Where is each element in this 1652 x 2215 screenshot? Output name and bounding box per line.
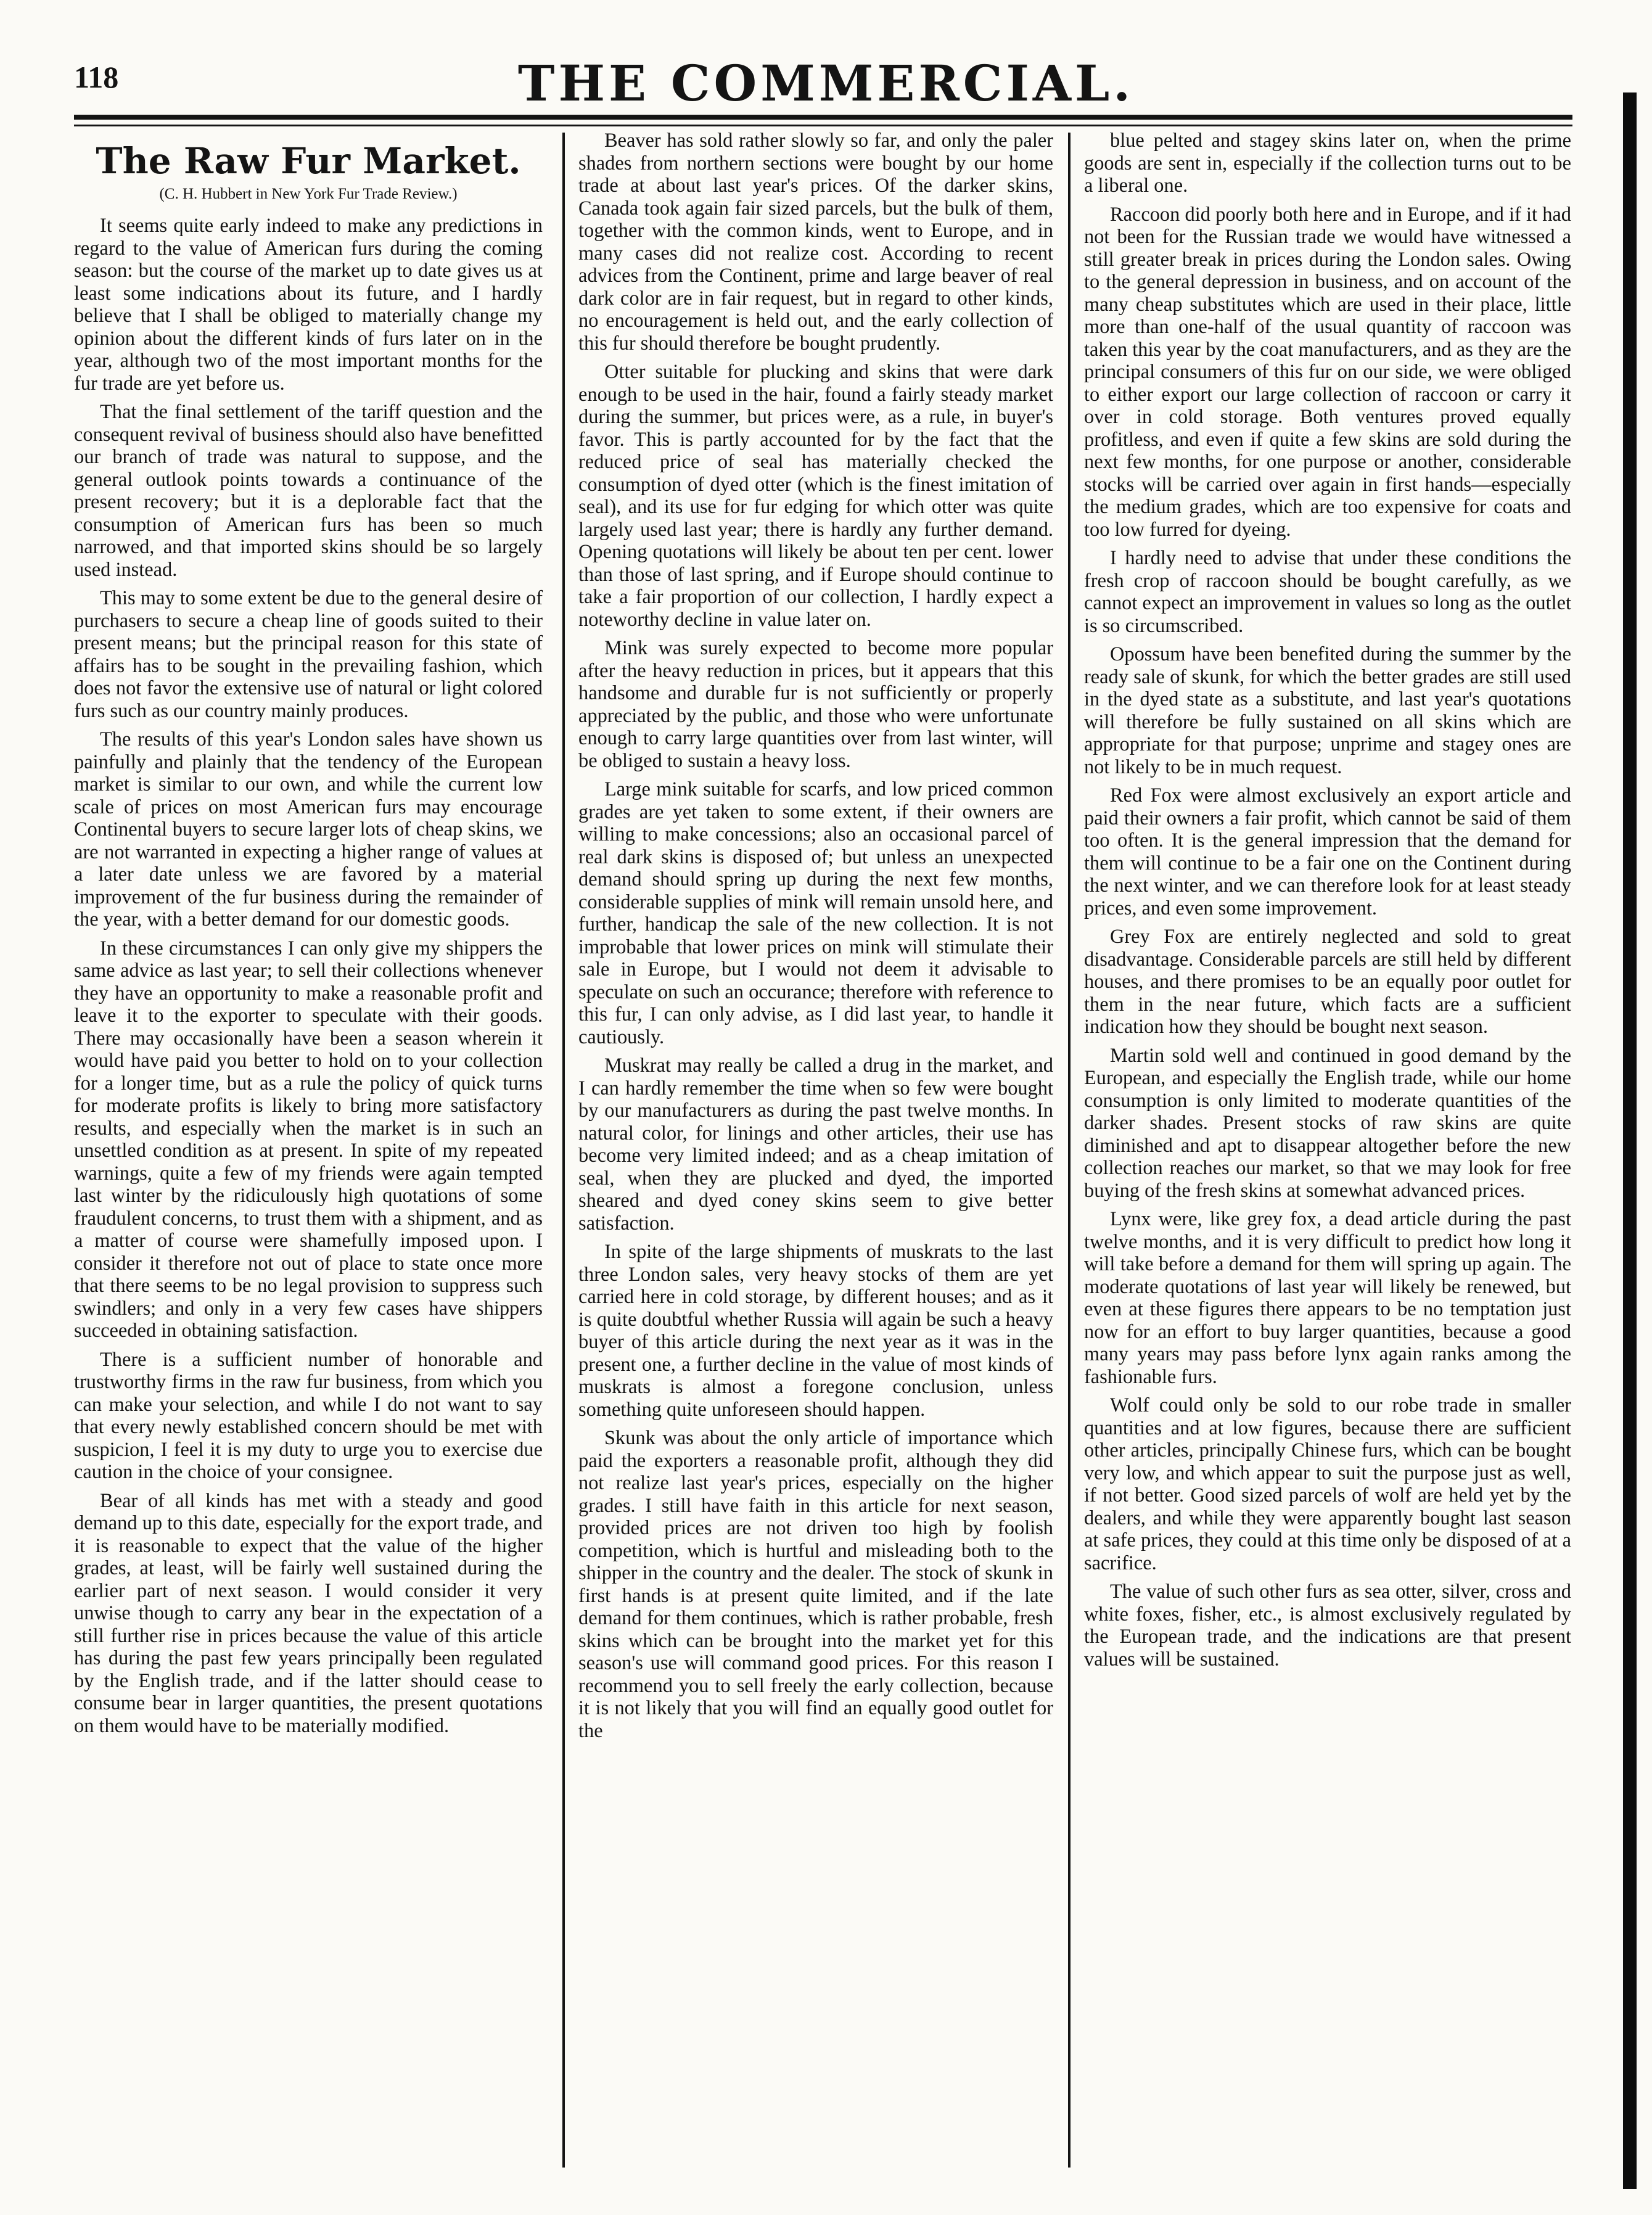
- article-paragraph: Bear of all kinds has met with a steady and good demand up to this date, especially for the export trade, and it is reasonable to expect that the value of the higher grades, at least, will be fairly well sustained during the earlier part of next season. I would consider it very unwise though to carry any bear in the expectation of a still further rise in prices because the value of this article has during the past few years principally been regulated by the English trade, and if the latter should cease to consume bear in larger quantities, the present quotations on them would have to be materially modified.: [74, 1489, 543, 1737]
- article-paragraph: Beaver has sold rather slowly so far, and only the paler shades from northern sections were bought by our home trade at about last year's prices. Of the darker skins, Canada took again fair sized parcels, but the bulk of them, together with the common kinds, went to Europe, and in many cases did not realize cost. According to recent advices from the Continent, prime and large beaver of real dark color are in fair request, but in regard to other kinds, no encouragement is held out, and the early collection of this fur should therefore be bought prudently.: [578, 129, 1053, 355]
- article-paragraph: Opossum have been benefited during the summer by the ready sale of skunk, for which the better grades are still used in the dyed state as a substitute, and last year's quotations will therefore be fully sustained on all skins which are appropriate for that purpose; unprime and stagey ones are not likely to be in much request.: [1084, 643, 1571, 778]
- article-paragraph: Skunk was about the only article of importance which paid the exporters a reasonable profit, although they did not realize last year's prices, especially on the higher grades. I still have faith in this article for next season, provided prices are not driven too high by foolish competition, which is hurtful and misleading both to the shipper in the country and the dealer. The stock of skunk in first hands is at present quite limited, and if the late demand for them continues, which is rather probable, fresh skins which can be brought into the market yet for this season's use will command good prices. For this reason I recommend you to sell freely the early collection, because it is not likely that you will find an equally good outlet for the: [578, 1427, 1053, 1742]
- article-paragraph: It seems quite early indeed to make any predictions in regard to the value of American furs during the coming season: but the course of the market up to date gives us at least some indications about its future, and I hardly believe that I shall be obliged to materially change my opinion about the different kinds of furs later on in the year, although two of the most important months for the fur trade are yet before us.: [74, 215, 543, 395]
- column-paragraphs: [578, 129, 1053, 1742]
- article-paragraph: Martin sold well and continued in good demand by the European, and especially the English trade, while our home consumption is only limited to moderate quantities of the darker shades. Present stocks of raw skins are quite diminished and apt to disappear altogether before the new collection reaches our market, so that we may look for free buying of the fresh skins at somewhat advanced prices.: [1084, 1044, 1571, 1202]
- article-paragraph: In these circumstances I can only give my shippers the same advice as last year; to sell their collections whenever they have an opportunity to make a reasonable profit and leave it to the exporter to speculate with their goods. There may occasionally have been a season wherein it would have paid you better to hold on to your collection for a longer time, but as a rule the policy of quick turns for moderate profits is likely to bring more satisfactory results, and especially when the market is in such an unsettled condition as at present. In spite of my repeated warnings, quite a few of my friends were again tempted last winter by the ridiculously high quotations of some fraudulent concerns, to trust them with a shipment, and as a matter of course were shamefully imposed upon. I consider it therefore not out of place to state once more that there seems to be no legal provision to suppress such swindlers; and only in a very few cases have shippers succeeded in obtaining satisfaction.: [74, 937, 543, 1342]
- article-paragraph: Wolf could only be sold to our robe trade in smaller quantities and at low figures, because there are sufficient other articles, principally Chinese furs, which can be bought very low, and which appear to suit the purpose just as well, if not better. Good sized parcels of wolf are held yet by the dealers, and while they were apparently bought last season at safe prices, they could at this time only be disposed of at a sacrifice.: [1084, 1394, 1571, 1574]
- article-column-1: [74, 129, 543, 1743]
- article-byline: (C. H. Hubbert in New York Fur Trade Review.): [159, 186, 458, 202]
- column-paragraphs: [74, 215, 543, 1737]
- article-paragraph: Large mink suitable for scarfs, and low priced common grades are yet taken to some extent, if their owners are willing to make concessions; also an occasional parcel of real dark skins is disposed of; but unless an unexpected demand should spring up during the next few months, considerable supplies of mink will remain unsold here, and further, handicap the sale of the new collection. It is not improbable that lower prices on mink will stimulate their sale in Europe, but I would not deem it advisable to speculate on such an occurance; therefore with reference to this fur, I can only advise, as I did last year, to handle it cautiously.: [578, 778, 1053, 1048]
- page-number: 118: [74, 60, 119, 94]
- column-rule: [1068, 133, 1071, 2168]
- column-paragraphs: [1084, 129, 1571, 1670]
- header-rule-thin: [74, 125, 1572, 126]
- article-paragraph: Mink was surely expected to become more popular after the heavy reduction in prices, but it appears that this handsome and durable fur is not sufficiently or properly appreciated by the public, and those who were unfortunate enough to carry large quantities over from last winter, will be obliged to sustain a heavy loss.: [578, 637, 1053, 772]
- article-paragraph: Grey Fox are entirely neglected and sold to great disadvantage. Considerable parcels are still held by different houses, and there promises to be an equally poor outlet for them in the near future, which facts are a sufficient indication how they should be bought next season.: [1084, 926, 1571, 1038]
- article-paragraph: Lynx were, like grey fox, a dead article during the past twelve months, and it is very difficult to predict how long it will take before a demand for them will spring up again. The moderate quotations of last year will likely be renewed, but even at these figures there appears to be no temptation just now for an effort to buy larger quantities, because a good many years may pass before lynx again ranks among the fashionable furs.: [1084, 1208, 1571, 1388]
- article-paragraph: Red Fox were almost exclusively an export article and paid their owners a fair profit, which cannot be said of them too often. It is the general impression that the demand for them will continue to be a fair one on the Continent during the next winter, and we can therefore look for at least steady prices, and even some improvement.: [1084, 784, 1571, 919]
- article-paragraph: blue pelted and stagey skins later on, when the prime goods are sent in, especially if the collection turns out to be a liberal one.: [1084, 129, 1571, 197]
- article-column-2: [578, 129, 1053, 1748]
- header-rule-thick: [74, 115, 1572, 120]
- page-edge-shadow: [1623, 92, 1637, 2189]
- article-paragraph: This may to some extent be due to the general desire of purchasers to secure a cheap line of goods suited to their present means; but the principal reason for this state of affairs has to be sought in the prevailing fashion, which does not favor the extensive use of natural or light colored furs such as our country mainly produces.: [74, 587, 543, 722]
- article-paragraph: Raccoon did poorly both here and in Europe, and if it had not been for the Russian trade we would have witnessed a still greater break in prices during the London sales. Owing to the general depression in business, and on account of the many cheap substitutes which are used in their place, little more than one-half of the usual quantity of raccoon was taken this year by the coat manufacturers, and as they are the principal consumers of this fur on our side, we were obliged to either export our large collection of raccoon or carry it over in cold storage. Both ventures proved equally profitless, and even if quite a few skins are sold during the next few months, for one purpose or another, considerable stocks will be carried over again in first hands—especially the medium grades, which are too expensive for coats and too low furred for dyeing.: [1084, 203, 1571, 541]
- article-paragraph: The value of such other furs as sea otter, silver, cross and white foxes, fisher, etc., is almost exclusively regulated by the European trade, and the indications are that present values will be sustained.: [1084, 1580, 1571, 1670]
- article-paragraph: That the final settlement of the tariff question and the consequent revival of business should also have benefitted our branch of trade was natural to suppose, and the general outlook points towards a continuance of the present recovery; but it is a deplorable fact that the consumption of American furs has been so much narrowed, and that imported skins should be so largely used instead.: [74, 401, 543, 581]
- article-title: The Raw Fur Market.: [96, 140, 521, 182]
- article-paragraph: Otter suitable for plucking and skins that were dark enough to be used in the hair, found a fairly steady market during the summer, but prices were, as a rule, in buyer's favor. This is partly accounted for by the fact that the reduced price of seal has materially checked the consumption of dyed otter (which is the finest imitation of seal), and its use for fur edging for which otter was quite largely used last year; there is hardly any further demand. Opening quotations will likely be about ten per cent. lower than those of last spring, and if Europe should continue to take a fair proportion of our collection, I hardly expect a noteworthy decline in value later on.: [578, 361, 1053, 631]
- article-column-3: [1084, 129, 1571, 1677]
- column-rule: [562, 133, 565, 2168]
- article-paragraph: In spite of the large shipments of muskrats to the last three London sales, very heavy stocks of them are yet carried here in cold storage, by different houses; and as it is quite doubtful whether Russia will again be such a heavy buyer of this article during the next year as it was in the present one, a further decline in the value of most kinds of muskrats is almost a foregone conclusion, unless something quite unforeseen should happen.: [578, 1241, 1054, 1421]
- masthead: THE COMMERCIAL.: [517, 54, 1135, 112]
- article-paragraph: The results of this year's London sales have shown us painfully and plainly that the tendency of the European market is similar to our own, and while the current low scale of prices on most American furs may encourage Continental buyers to secure larger lots of cheap skins, we are not warranted in expecting a higher range of values at a later date unless we are favored by a material improvement of the fur business during the remainder of the year, with a better demand for our domestic goods.: [74, 728, 543, 931]
- article-paragraph: I hardly need to advise that under these conditions the fresh crop of raccoon should be bought carefully, as we cannot expect an improvement in values so long as the outlet is so circumscribed.: [1084, 547, 1571, 637]
- article-paragraph: Muskrat may really be called a drug in the market, and I can hardly remember the time when so few were bought by our manufacturers as during the past twelve months. In natural color, for linings and other articles, their use has become very limited indeed; and as a cheap imitation of seal, when they are plucked and dyed, the imported sheared and dyed coney skins seem to give better satisfaction.: [578, 1054, 1053, 1235]
- article-paragraph: There is a sufficient number of honorable and trustworthy firms in the raw fur business, from which you can make your selection, and while I do not want to say that every newly established concern should be met with suspicion, I feel it is my duty to urge you to exercise due caution in the choice of your consignee.: [74, 1348, 543, 1483]
